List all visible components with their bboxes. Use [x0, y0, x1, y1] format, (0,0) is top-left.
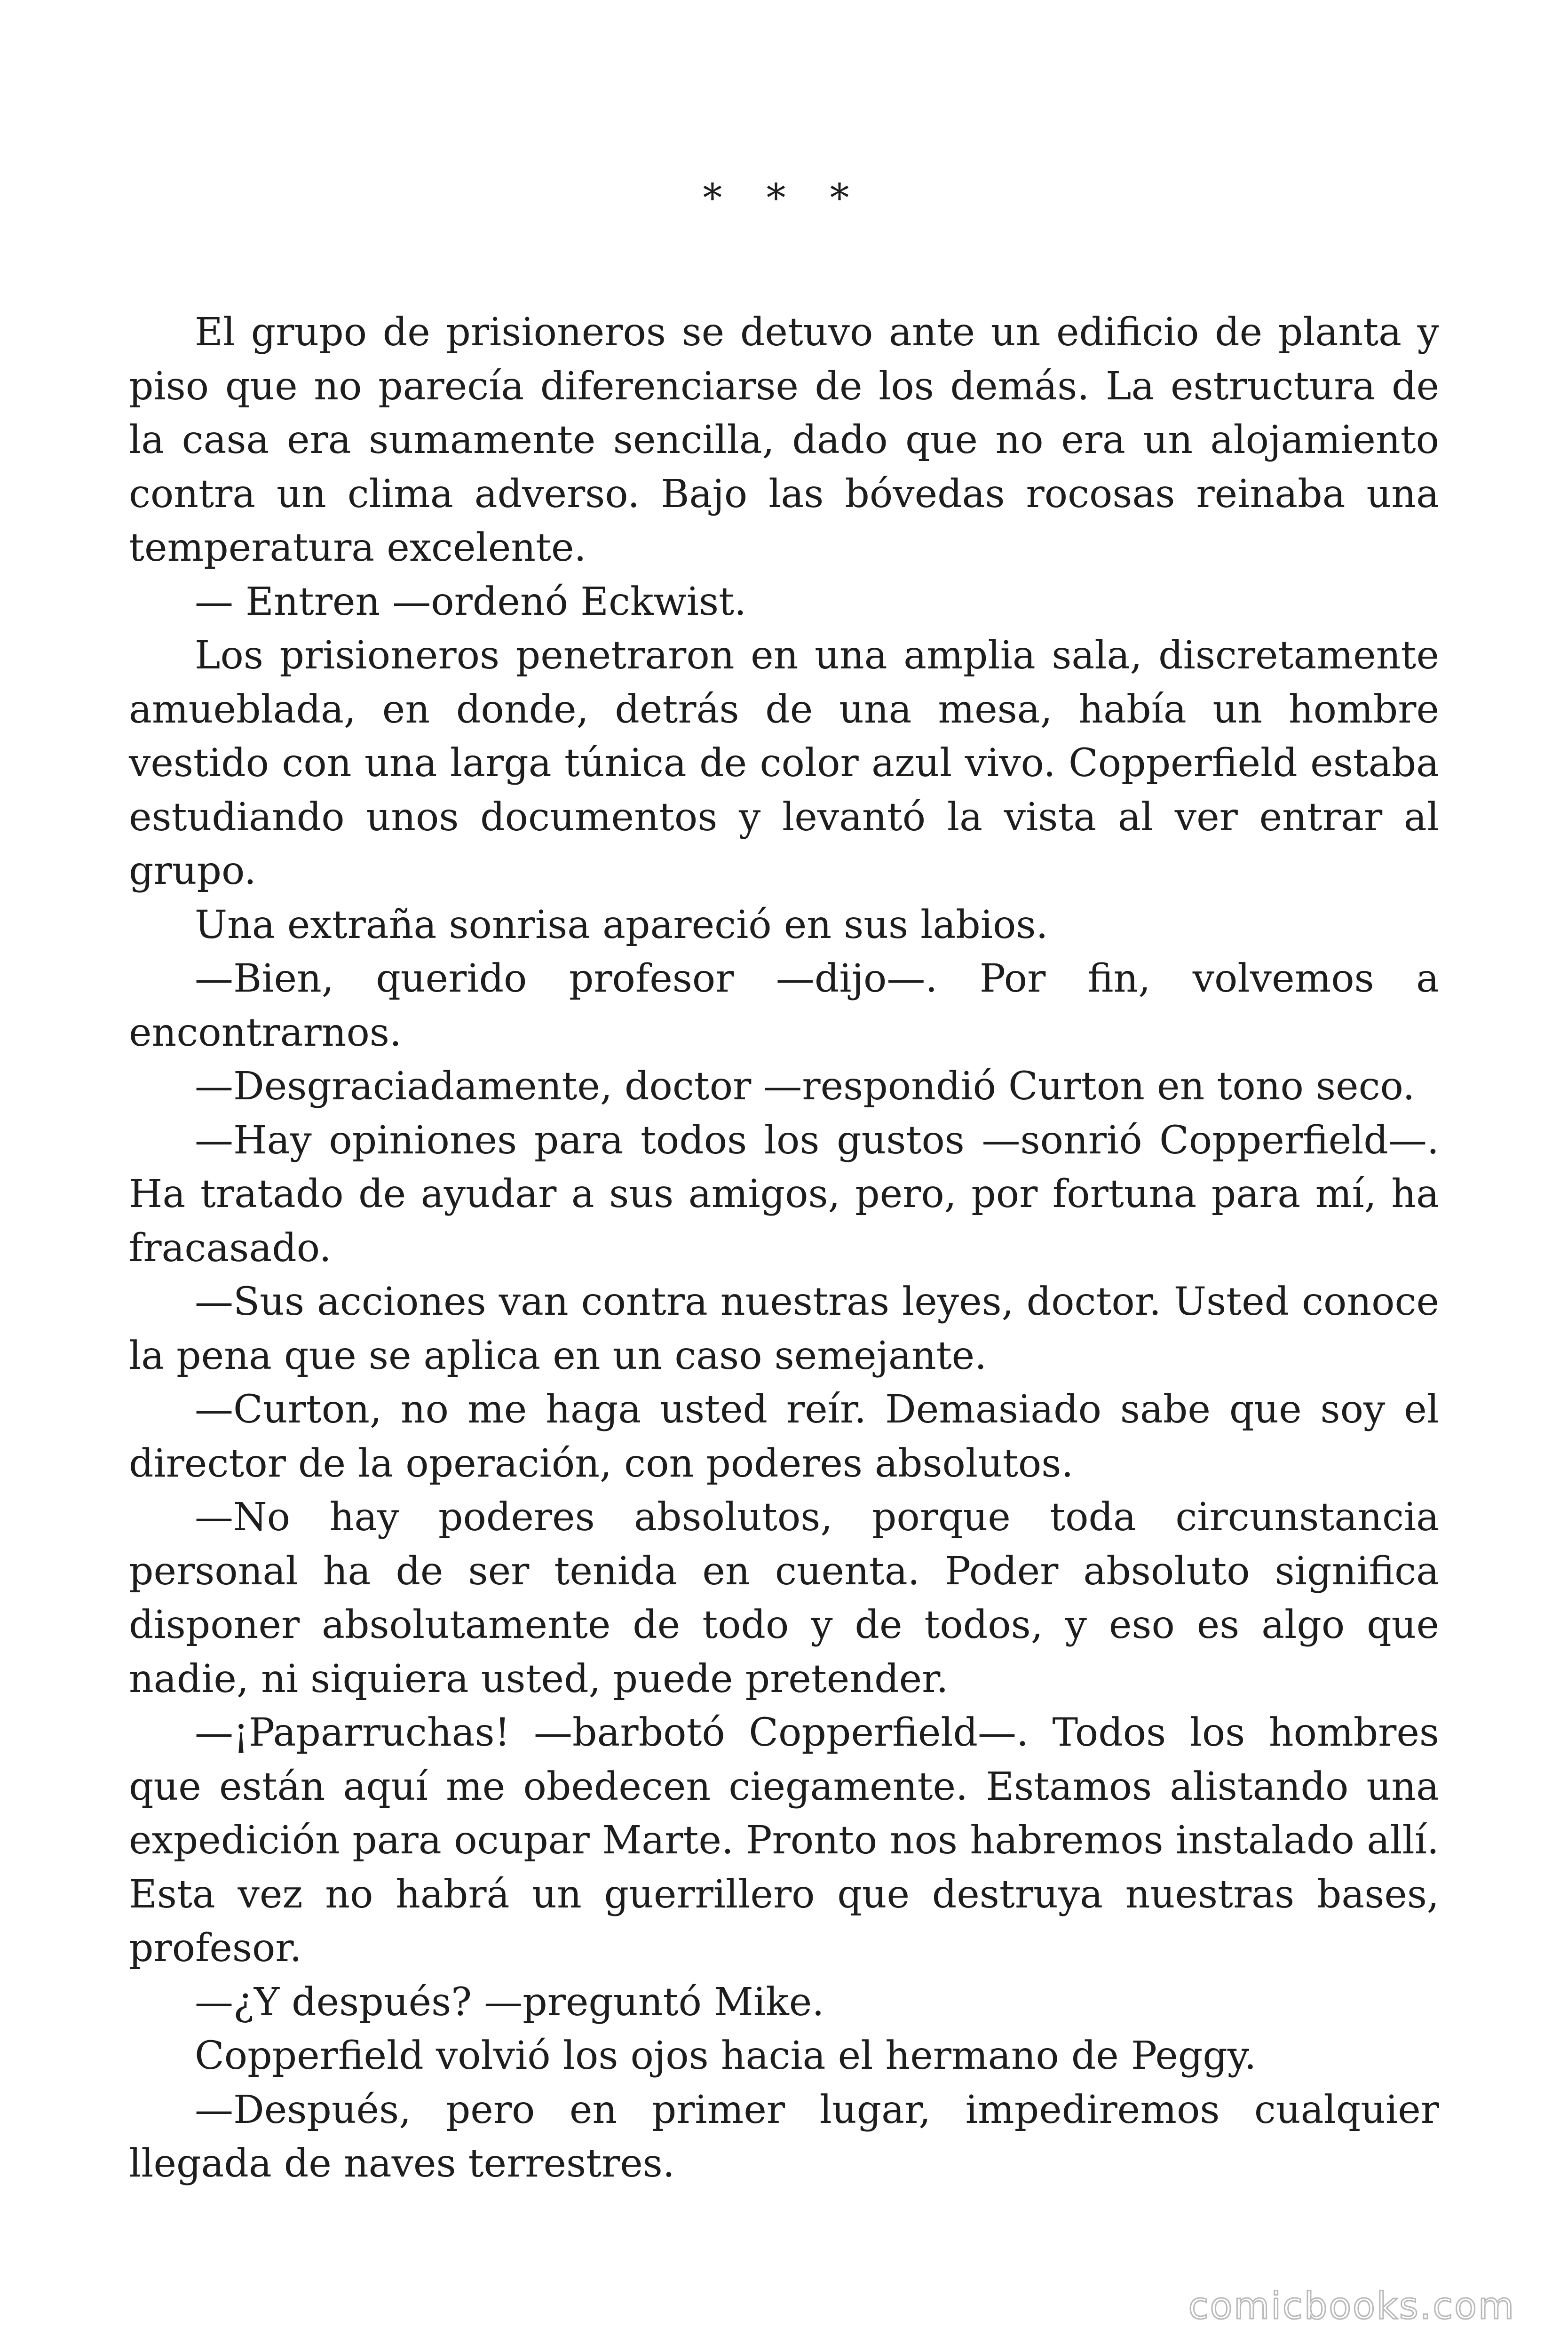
paragraph: —Desgraciadamente, doctor —respondió Curton en tono seco. — [195, 1064, 1415, 1109]
text-body — [129, 306, 1439, 2191]
paragraph: —¡Paparruchas! —barbotó Copperfield—. Todos los hombres que están aquí me obedecen ciegamente. Estamos alistando una expedición para ocupar Marte. Pronto nos habremos instalado allí. Esta vez no habrá un guerrillero que destruya nuestras bases, profesor. — [129, 1710, 1439, 1971]
watermark: comicbooks.com — [1188, 2285, 1515, 2328]
paragraph: —Después, pero en primer lugar, impediremos cualquier llegada de naves terrestres. — [129, 2087, 1439, 2186]
paragraph: —Curton, no me haga usted reír. Demasiado sabe que soy el director de la operación, con poderes absolutos. — [129, 1387, 1439, 1486]
paragraph: —¿Y después? —preguntó Mike. — [195, 1979, 824, 2025]
paragraph: —Hay opiniones para todos los gustos —sonrió Copperfield—. Ha tratado de ayudar a sus amigos, pero, por fortuna para mí, ha fracasado. — [129, 1118, 1439, 1271]
paragraph: Una extraña sonrisa apareció en sus labios. — [195, 902, 1048, 947]
paragraph: —Sus acciones van contra nuestras leyes, doctor. Usted conoce la pena que se aplica en un caso semejante. — [129, 1279, 1439, 1378]
paragraph: —Bien, querido profesor —dijo—. Por fin, volvemos a encontrarnos. — [129, 956, 1439, 1055]
paragraph: Copperfield volvió los ojos hacia el hermano de Peggy. — [195, 2034, 1257, 2078]
paragraph: El grupo de prisioneros se detuvo ante un edificio de planta y piso que no parecía diferenciarse de los demás. La estructura de la casa era sumamente sencilla, dado que no era un alojamiento contra un clima adverso. Bajo las bóvedas rocosas reinaba una temperatura excelente. — [129, 310, 1439, 570]
paragraph: — Entren —ordenó Eckwist. — [195, 579, 747, 624]
paragraph: Los prisioneros penetraron en una amplia sala, discretamente amueblada, en donde, detrás de una mesa, había un hombre vestido con una larga túnica de color azul vivo. Copperfield estaba estudiando unos documentos y levantó la vista al ver entrar al grupo. — [129, 633, 1439, 893]
paragraph: —No hay poderes absolutos, porque toda circunstancia personal ha de ser tenida en cuenta. Poder absoluto significa disponer absolutamente de todo y de todos, y eso es algo que nadie, ni siquiera usted, puede pretender. — [129, 1495, 1439, 1701]
scene-break-asterisks: * * * — [703, 176, 865, 221]
